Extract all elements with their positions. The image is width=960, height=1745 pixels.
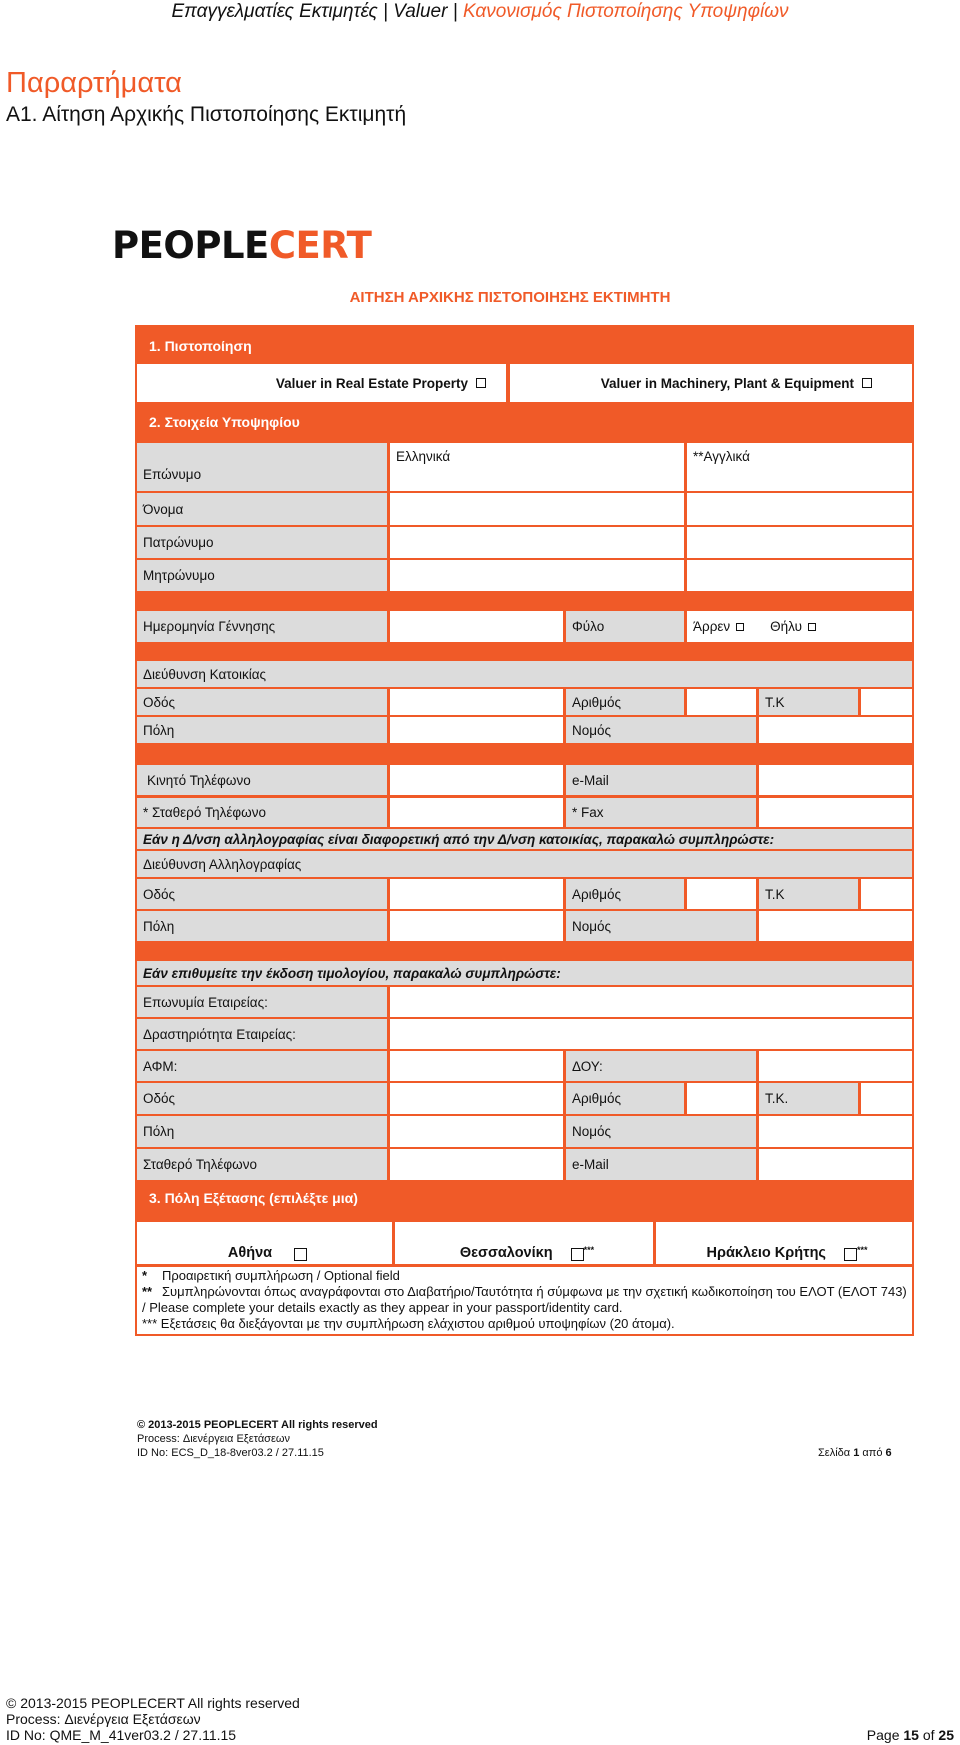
application-form — [135, 325, 914, 1336]
form-footer-process: Process: Διενέργεια Εξετάσεων — [137, 1433, 290, 1445]
company-name-field[interactable] — [390, 987, 912, 1017]
header-part2: Valuer — [393, 1, 448, 22]
street-field[interactable] — [390, 689, 563, 715]
prefecture-field[interactable] — [759, 717, 912, 743]
label-city: Πόλη — [137, 717, 387, 743]
checkbox-icon[interactable] — [571, 1248, 584, 1261]
checkbox-icon[interactable] — [476, 378, 486, 388]
label-company-landline: Σταθερό Τηλέφωνο — [137, 1149, 387, 1180]
header-part1: Επαγγελματίες Εκτιμητές — [171, 1, 378, 22]
city-option-thessaloniki[interactable]: Θεσσαλονίκη *** — [395, 1222, 653, 1264]
tax-office-field[interactable] — [759, 1051, 912, 1081]
mail-prefecture-field[interactable] — [759, 911, 912, 941]
label-name: Όνομα — [137, 493, 387, 525]
section1-title: 1. Πιστοποίηση — [149, 337, 252, 354]
label-tax-office: ΔΟΥ: — [566, 1051, 756, 1081]
name-field-english[interactable] — [687, 493, 912, 525]
label-mail-number: Αριθμός — [566, 879, 684, 909]
peoplecert-logo: PEOPLECERT — [112, 224, 372, 267]
mail-number-field[interactable] — [687, 879, 756, 909]
company-city-field[interactable] — [390, 1116, 563, 1147]
checkbox-icon[interactable] — [862, 378, 872, 388]
note-optional: * Προαιρετική συμπλήρωση / Optional field — [142, 1268, 400, 1283]
label-mail-street: Οδός — [137, 879, 387, 909]
company-email-field[interactable] — [759, 1149, 912, 1180]
label-fax: * Fax — [566, 798, 756, 827]
number-field[interactable] — [687, 689, 756, 715]
label-street: Οδός — [137, 689, 387, 715]
label-father: Πατρώνυμο — [137, 527, 387, 558]
label-company-street: Οδός — [137, 1083, 387, 1114]
label-company-prefecture: Νομός — [566, 1116, 756, 1147]
mother-field-greek[interactable] — [390, 560, 684, 591]
mother-field-english[interactable] — [687, 560, 912, 591]
note-minimum: *** Εξετάσεις θα διεξάγονται με την συμπλήρωση ελάχιστου αριθμού υποψηφίων (20 άτομα). — [142, 1316, 675, 1331]
label-number: Αριθμός — [566, 689, 684, 715]
city-option-athens[interactable]: Αθήνα — [137, 1222, 392, 1264]
landline-field[interactable] — [390, 798, 563, 827]
form-title: ΑΙΤΗΣΗ ΑΡΧΙΚΗΣ ΠΙΣΤΟΠΟΙΗΣΗΣ ΕΚΤΙΜΗΤΗ — [349, 289, 671, 306]
vat-field[interactable] — [390, 1051, 563, 1081]
page-number: Page 15 of 25 — [866, 1727, 954, 1743]
company-postal-field[interactable] — [861, 1083, 912, 1114]
form-footer-id: ID No: ECS_D_18-8ver03.2 / 27.11.15 — [137, 1447, 324, 1459]
label-email: e-Mail — [566, 765, 756, 795]
label-company-activity: Δραστηριότητα Εταιρείας: — [137, 1019, 387, 1049]
fax-field[interactable] — [759, 798, 912, 827]
label-mobile: Κινητό Τηλέφωνο — [137, 765, 387, 795]
subsection-title: Α1. Αίτηση Αρχικής Πιστοποίησης Εκτιμητή — [6, 103, 407, 126]
female-checkbox[interactable] — [808, 623, 816, 631]
postal-field[interactable] — [861, 689, 912, 715]
label-postal: Τ.Κ — [759, 689, 858, 715]
label-gender: Φύλο — [566, 611, 684, 642]
surname-greek-field[interactable]: Ελληνικά — [390, 443, 684, 491]
label-mail-postal: Τ.Κ — [759, 879, 858, 909]
company-landline-field[interactable] — [390, 1149, 563, 1180]
email-field[interactable] — [759, 765, 912, 795]
note-passport: ** Συμπληρώνονται όπως αναγράφονται στο Διαβατήριο/Ταυτότητα ή σύμφωνα με την σχετική κωδικοποίηση του ΕΛΟΤ (ΕΛΟΤ 743) / Please complete your details exactly as they appear in your passport/identity card. — [142, 1284, 907, 1315]
label-company-city: Πόλη — [137, 1116, 387, 1147]
name-field-greek[interactable] — [390, 493, 684, 525]
running-header: Επαγγελματίες Εκτιμητές | Valuer | Κανονισμός Πιστοποίησης Υποψηφίων — [171, 1, 789, 22]
mail-city-field[interactable] — [390, 911, 563, 941]
label-vat: ΑΦΜ: — [137, 1051, 387, 1081]
label-mail-prefecture: Νομός — [566, 911, 756, 941]
city-option-heraklion[interactable]: Ηράκλειο Κρήτης *** — [656, 1222, 912, 1264]
form-footer-page: Σελίδα 1 από 6 — [818, 1447, 892, 1459]
footer-id: ID No: QME_M_41ver03.2 / 27.11.15 — [6, 1727, 237, 1743]
footer-copyright: © 2013-2015 PEOPLECERT All rights reserved — [6, 1695, 300, 1711]
section2-title: 2. Στοιχεία Υποψηφίου — [149, 413, 300, 430]
checkbox-icon[interactable] — [844, 1248, 857, 1261]
surname-english-field[interactable]: **Αγγλικά — [687, 443, 912, 491]
company-street-field[interactable] — [390, 1083, 563, 1114]
mobile-field[interactable] — [390, 765, 563, 795]
option-machinery[interactable]: Valuer in Machinery, Plant & Equipment — [510, 364, 912, 402]
form-footer-copyright: © 2013-2015 PEOPLECERT All rights reserved — [137, 1419, 378, 1431]
form-notes — [142, 1268, 907, 1332]
section-title: Παραρτήματα — [6, 67, 182, 99]
option-real-estate[interactable]: Valuer in Real Estate Property — [137, 364, 506, 402]
mail-street-field[interactable] — [390, 879, 563, 909]
label-mother: Μητρώνυμο — [137, 560, 387, 591]
label-landline: * Σταθερό Τηλέφωνο — [137, 798, 387, 827]
label-company-email: e-Mail — [566, 1149, 756, 1180]
label-home-address: Διεύθυνση Κατοικίας — [137, 661, 912, 687]
label-company-name: Επωνυμία Εταιρείας: — [137, 987, 387, 1017]
father-field-english[interactable] — [687, 527, 912, 558]
dob-field[interactable] — [390, 611, 563, 642]
invoice-note: Εάν επιθυμείτε την έκδοση τιμολογίου, παρακαλώ συμπληρώστε: — [137, 961, 912, 985]
label-company-number: Αριθμός — [566, 1083, 684, 1114]
gender-options: Άρρεν Θήλυ — [687, 611, 912, 642]
mail-postal-field[interactable] — [861, 879, 912, 909]
company-number-field[interactable] — [687, 1083, 756, 1114]
label-mail-address: Διεύθυνση Αλληλογραφίας — [137, 851, 912, 877]
label-company-postal: Τ.Κ. — [759, 1083, 858, 1114]
label-surname: Επώνυμο — [137, 443, 387, 491]
male-checkbox[interactable] — [736, 623, 744, 631]
city-field[interactable] — [390, 717, 563, 743]
label-mail-city: Πόλη — [137, 911, 387, 941]
father-field-greek[interactable] — [390, 527, 684, 558]
label-dob: Ημερομηνία Γέννησης — [137, 611, 387, 642]
mailing-note: Εάν η Δ/νση αλληλογραφίας είναι διαφορετική από την Δ/νση κατοικίας, παρακαλώ συμπληρώστε: — [137, 829, 912, 849]
header-part3: Κανονισμός Πιστοποίησης Υποψηφίων — [462, 1, 789, 22]
checkbox-icon[interactable] — [294, 1248, 307, 1261]
company-activity-field[interactable] — [390, 1019, 912, 1049]
company-prefecture-field[interactable] — [759, 1116, 912, 1147]
footer-process: Process: Διενέργεια Εξετάσεων — [6, 1711, 201, 1727]
label-prefecture: Νομός — [566, 717, 756, 743]
section3-title: 3. Πόλη Εξέτασης (επιλέξτε μια) — [149, 1189, 358, 1206]
